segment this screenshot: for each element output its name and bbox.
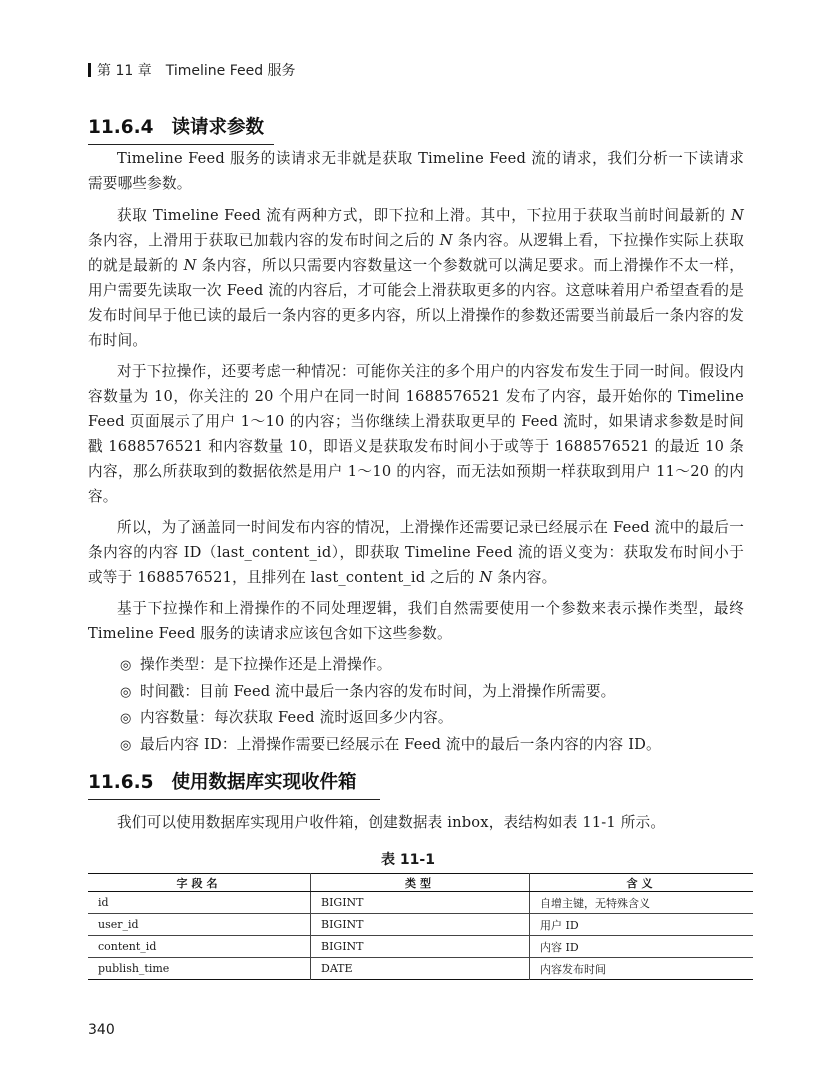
n-variable: N — [183, 257, 197, 274]
list-item: ◎ 最后内容 ID：上滑操作需要已经展示在 Feed 流中的最后一条内容的内容 ID。 — [120, 732, 760, 759]
bullet-icon: ◎ — [120, 684, 132, 700]
section-heading-11-6-4 — [88, 113, 274, 145]
n-variable: N — [439, 232, 453, 249]
table-cell: 内容发布时间 — [530, 958, 754, 980]
n-variable: N — [479, 569, 493, 586]
table-cell: publish_time — [88, 958, 311, 980]
table-cell: BIGINT — [311, 936, 530, 958]
list-item: ◎ 时间戳：目前 Feed 流中最后一条内容的发布时间，为上滑操作所需要。 — [120, 679, 760, 706]
table-row — [88, 936, 753, 958]
table-cell: 用户 ID — [530, 914, 754, 936]
section-title: 使用数据库实现收件箱 — [171, 772, 357, 793]
chapter-title: Timeline Feed 服务 — [165, 63, 296, 79]
bullet-icon: ◎ — [120, 737, 132, 753]
section-number: 11.6.5 — [88, 772, 154, 793]
chapter-label: 第 11 章 — [97, 63, 152, 79]
table-row — [88, 914, 753, 936]
table-cell: user_id — [88, 914, 311, 936]
column-header: 含义 — [530, 874, 754, 892]
section-number: 11.6.4 — [88, 117, 154, 138]
list-item: ◎ 内容数量：每次获取 Feed 流时返回多少内容。 — [120, 705, 760, 732]
paragraph-last-content-id: 所以，为了涵盖同一时间发布内容的情况，上滑操作还需要记录已经展示在 Feed 流中的最后一条内容的内容 ID（last_content_id），即获取 Timeline Feed 流的语义变为：获取发布时间小于或等于 1688576521，且排列在 last_content_id 之后的 N 条内容。 — [88, 519, 744, 586]
bullet-icon: ◎ — [120, 658, 132, 673]
parameter-list — [120, 652, 760, 758]
paragraph-fetch-modes: 获取 Timeline Feed 流有两种方式，即下拉和上滑。其中，下拉用于获取当前时间最新的 N 条内容，上滑用于获取已加载内容的发布时间之后的 N 条内容。从逻辑上看，下拉操作实际上获取的就是最新的 N 条内容，所以只需要内容数量这一个参数就可以满足要求。而上滑操作不太一样，用户需要先读取一次 Feed 流的内容后，才可能会上滑获取更多的内容。这意味着用户希望查看的是发布时间早于他已读的最后一条内容的更多内容，所以上滑操作的参数还需要当前最后一条内容的发布时间。 — [88, 207, 744, 349]
paragraph-operation-type: 基于下拉操作和上滑操作的不同处理逻辑，我们自然需要使用一个参数来表示操作类型，最终 Timeline Feed 服务的读请求应该包含如下这些参数。 — [88, 600, 744, 642]
inbox-table — [88, 873, 753, 980]
column-header: 类型 — [311, 874, 530, 892]
paragraph-same-time: 对于下拉操作，还要考虑一种情况：可能你关注的多个用户的内容发布发生于同一时间。假设内容数量为 10，你关注的 20 个用户在同一时间 1688576521 发布了内容，最开始你的 Timeline Feed 页面展示了用户 1～10 的内容；当你继续上滑获取更早的 Feed 流时，如果请求参数是时间戳 1688576521 和内容数量 10，即语义是获取发布时间小于或等于 1688576521 的最近 10 条内容，那么所获取到的数据依然是用户 1～10 的内容，而无法如预期一样获取到用户 11～20 的内容。 — [88, 363, 744, 505]
table-cell: content_id — [88, 936, 311, 958]
paragraph-inbox-table: 我们可以使用数据库实现用户收件箱，创建数据表 inbox，表结构如表 11-1 所示。 — [117, 814, 666, 831]
table-cell: BIGINT — [311, 914, 530, 936]
page-number: 340 — [88, 1022, 115, 1038]
table-cell: 内容 ID — [530, 936, 754, 958]
bullet-icon: ◎ — [120, 711, 132, 726]
table-cell: 自增主键，无特殊含义 — [530, 892, 754, 914]
section-title: 读请求参数 — [171, 117, 265, 138]
table-cell: id — [98, 896, 109, 909]
table-row — [88, 958, 753, 980]
table-caption: 表 11-1 — [381, 852, 435, 868]
paragraph-intro: Timeline Feed 服务的读请求无非就是获取 Timeline Feed 流的请求，我们分析一下读请求需要哪些参数。 — [88, 150, 744, 192]
table-row — [88, 892, 753, 914]
n-variable: N — [731, 207, 744, 224]
column-header: 字段名 — [88, 874, 311, 892]
table-cell: DATE — [311, 958, 530, 980]
running-head — [88, 60, 296, 80]
section-heading-11-6-5 — [88, 768, 380, 800]
running-head-bar — [88, 63, 91, 77]
table-cell: BIGINT — [311, 892, 530, 914]
list-item: ◎ 操作类型：是下拉操作还是上滑操作。 — [120, 652, 760, 679]
